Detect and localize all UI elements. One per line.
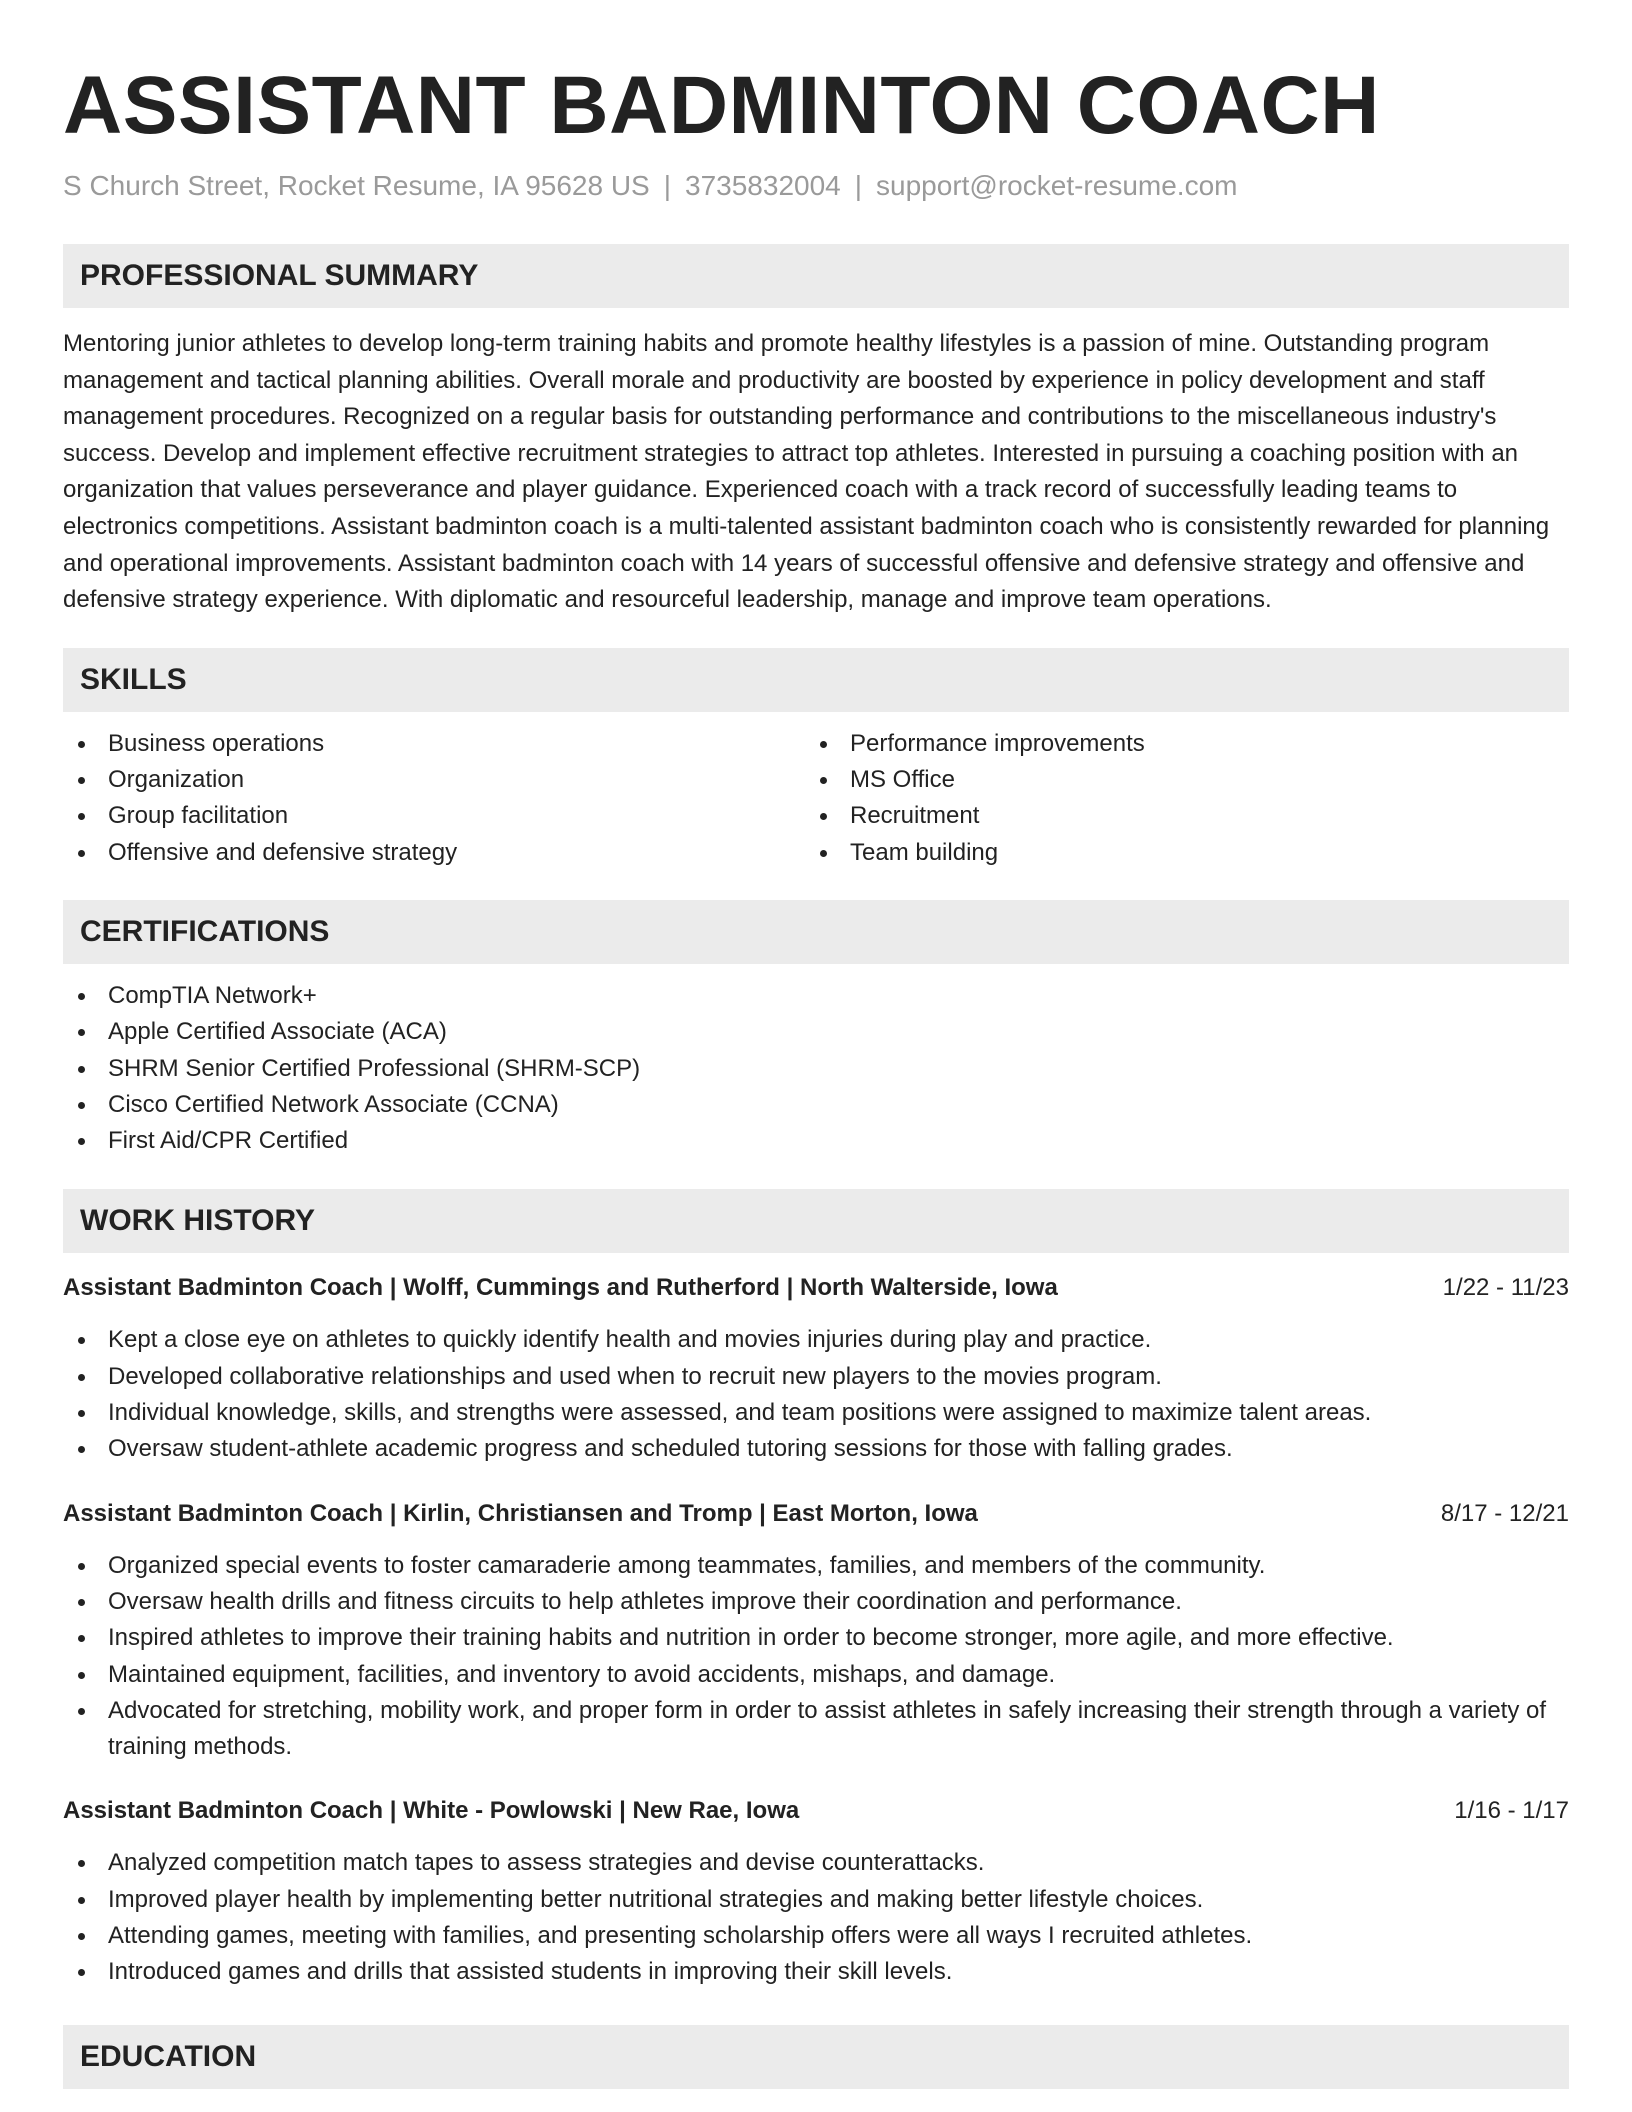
skill-item: Recruitment <box>805 798 1547 834</box>
section-header-summary: PROFESSIONAL SUMMARY <box>63 244 1569 308</box>
section-header-work-history: WORK HISTORY <box>63 1189 1569 1253</box>
candidate-name: ASSISTANT BADMINTON COACH <box>63 60 1380 151</box>
contact-separator: | <box>854 170 863 201</box>
section-header-education: EDUCATION <box>63 2025 1569 2089</box>
job-entry <box>63 1794 1569 1990</box>
job-dates: 8/17 - 12/21 <box>1440 1499 1569 1527</box>
contact-phone: 3735832004 <box>685 170 841 201</box>
skill-item: Group facilitation <box>63 798 805 834</box>
section-header-skills: SKILLS <box>63 648 1569 712</box>
contact-separator: | <box>663 170 672 201</box>
contact-email: support@rocket-resume.com <box>876 170 1238 201</box>
job-bullets <box>63 1548 1569 1766</box>
job-bullets <box>63 1322 1569 1467</box>
skills-column-right <box>805 726 1547 871</box>
skill-item: Business operations <box>63 726 805 762</box>
job-bullet: Analyzed competition match tapes to assess strategies and devise counterattacks. <box>63 1845 1569 1881</box>
job-title: Assistant Badminton Coach | White - Powlowski | New Rae, Iowa <box>63 1797 800 1825</box>
summary-text: Mentoring junior athletes to develop long-term training habits and promote healthy lifestyles is a passion of mine. Outstanding program management and tactical planning abilities. Overall morale and productivity are boosted by experience in policy development and staff management procedures. Recognized on a regular basis for outstanding performance and contributions to the miscellaneous industry's success. Develop and implement effective recruitment strategies to attract top athletes. Interested in pursuing a coaching position with an organization that values perseverance and player guidance. Experienced coach with a track record of successfully leading teams to electronics competitions. Assistant badminton coach is a multi-talented assistant badminton coach who is consistently rewarded for planning and operational improvements. Assistant badminton coach with 14 years of successful offensive and defensive strategy and offensive and defensive strategy experience. With diplomatic and resourceful leadership, manage and improve team operations. <box>63 330 1550 614</box>
job-bullet: Organized special events to foster camaraderie among teammates, families, and members of the community. <box>63 1548 1569 1584</box>
job-bullet: Maintained equipment, facilities, and inventory to avoid accidents, mishaps, and damage. <box>63 1657 1569 1693</box>
job-bullet: Developed collaborative relationships and used when to recruit new players to the movies program. <box>63 1359 1569 1395</box>
contact-address: S Church Street, Rocket Resume, IA 95628 US <box>63 170 650 201</box>
job-bullet: Improved player health by implementing better nutritional strategies and making better lifestyle choices. <box>63 1882 1569 1918</box>
skill-item: Performance improvements <box>805 726 1547 762</box>
job-entry <box>63 1271 1569 1467</box>
job-dates: 1/22 - 11/23 <box>1442 1274 1569 1302</box>
job-bullet: Attending games, meeting with families, and presenting scholarship offers were all ways I recruited athletes. <box>63 1918 1569 1954</box>
job-bullet: Oversaw student-athlete academic progress and scheduled tutoring sessions for those with falling grades. <box>63 1431 1569 1467</box>
certification-item: Apple Certified Associate (ACA) <box>63 1014 1569 1050</box>
job-bullet: Introduced games and drills that assisted students in improving their skill levels. <box>63 1954 1569 1990</box>
skill-item: Offensive and defensive strategy <box>63 835 805 871</box>
job-bullets <box>63 1845 1569 1990</box>
job-heading-row <box>63 1497 1569 1531</box>
job-bullet: Oversaw health drills and fitness circuits to help athletes improve their coordination and performance. <box>63 1584 1569 1620</box>
section-header-certifications: CERTIFICATIONS <box>63 900 1569 964</box>
job-title: Assistant Badminton Coach | Wolff, Cummings and Rutherford | North Walterside, Iowa <box>63 1274 1058 1302</box>
certification-item: First Aid/CPR Certified <box>63 1123 1569 1159</box>
skills-column-left <box>63 726 805 871</box>
job-heading-row <box>63 1794 1569 1828</box>
certification-item: SHRM Senior Certified Professional (SHRM-SCP) <box>63 1051 1569 1087</box>
certification-item: CompTIA Network+ <box>63 978 1569 1014</box>
job-bullet: Inspired athletes to improve their training habits and nutrition in order to become stronger, more agile, and more effective. <box>63 1620 1569 1656</box>
skills-list <box>63 726 1569 871</box>
job-dates: 1/16 - 1/17 <box>1454 1797 1569 1825</box>
certifications-list <box>63 978 1569 1159</box>
skill-item: MS Office <box>805 762 1547 798</box>
job-title: Assistant Badminton Coach | Kirlin, Christiansen and Tromp | East Morton, Iowa <box>63 1499 978 1527</box>
contact-line <box>63 168 1569 204</box>
job-bullet: Advocated for stretching, mobility work, and proper form in order to assist athletes in safely increasing their strength through a variety of training methods. <box>63 1693 1569 1766</box>
job-heading-row <box>63 1271 1569 1305</box>
skill-item: Organization <box>63 762 805 798</box>
job-bullet: Kept a close eye on athletes to quickly identify health and movies injuries during play and practice. <box>63 1322 1569 1358</box>
certification-item: Cisco Certified Network Associate (CCNA) <box>63 1087 1569 1123</box>
skill-item: Team building <box>805 835 1547 871</box>
job-entry <box>63 1497 1569 1766</box>
job-bullet: Individual knowledge, skills, and strengths were assessed, and team positions were assigned to maximize talent areas. <box>63 1395 1569 1431</box>
